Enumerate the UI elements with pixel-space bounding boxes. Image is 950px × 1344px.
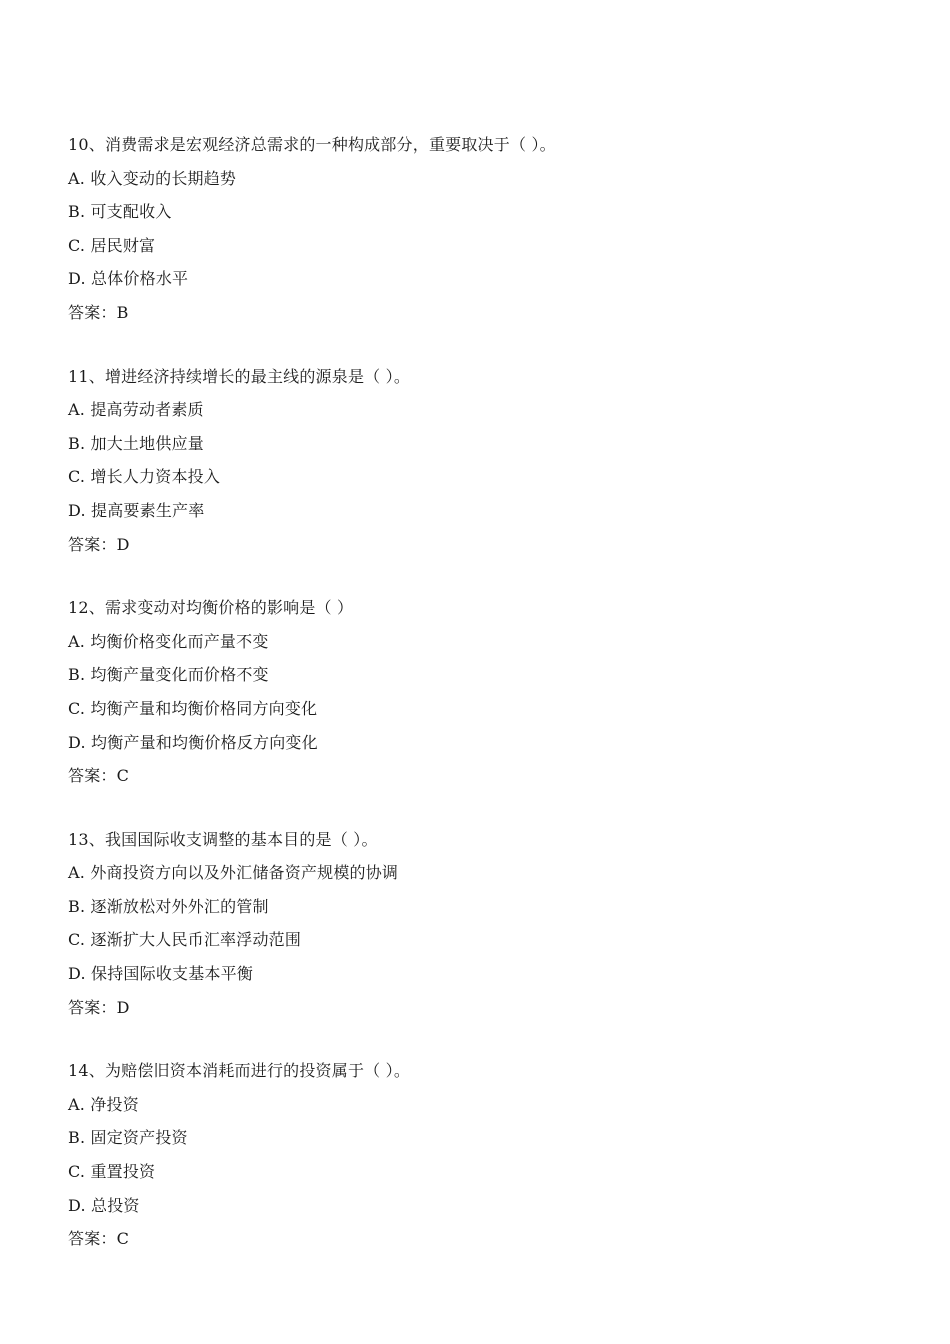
answer: 答案：C xyxy=(68,1229,130,1249)
answer: 答案：C xyxy=(68,766,130,786)
option-d: D. 保持国际收支基本平衡 xyxy=(68,964,254,984)
answer: 答案：D xyxy=(68,997,130,1017)
option-d: D. 总投资 xyxy=(68,1195,140,1215)
option-a: A. 提高劳动者素质 xyxy=(68,400,204,420)
option-a: A. 外商投资方向以及外汇储备资产规模的协调 xyxy=(68,863,399,883)
question-stem: 13、我国国际收支调整的基本目的是（ ）。 xyxy=(68,829,378,849)
option-b: B. 均衡产量变化而价格不变 xyxy=(68,665,269,685)
answer: 答案：D xyxy=(68,534,130,554)
question-10 xyxy=(68,128,888,330)
question-stem: 11、增进经济持续增长的最主线的源泉是（ ）。 xyxy=(68,366,411,386)
question-stem: 10、消费需求是宏观经济总需求的一种构成部分，重要取决于（ ）。 xyxy=(68,135,556,154)
question-14 xyxy=(68,1054,888,1256)
question-stem: 12、需求变动对均衡价格的影响是（ ） xyxy=(68,598,354,618)
option-c: C. 重置投资 xyxy=(68,1162,156,1182)
option-d: D. 总体价格水平 xyxy=(68,269,189,289)
question-12 xyxy=(68,591,888,793)
option-b: B. 加大土地供应量 xyxy=(68,433,204,453)
document-page xyxy=(68,128,888,1286)
question-13 xyxy=(68,823,888,1025)
question-stem: 14、为赔偿旧资本消耗而进行的投资属于（ ）。 xyxy=(68,1061,411,1081)
option-a: A. 均衡价格变化而产量不变 xyxy=(68,631,269,651)
option-c: C. 均衡产量和均衡价格同方向变化 xyxy=(68,698,318,718)
option-c: C. 逐渐扩大人民币汇率浮动范围 xyxy=(68,930,302,950)
option-b: B. 固定资产投资 xyxy=(68,1128,188,1148)
option-b: B. 可支配收入 xyxy=(68,202,172,222)
option-a: A. 收入变动的长期趋势 xyxy=(68,168,237,188)
option-d: D. 均衡产量和均衡价格反方向变化 xyxy=(68,732,318,752)
option-d: D. 提高要素生产率 xyxy=(68,500,205,520)
option-a: A. 净投资 xyxy=(68,1094,139,1114)
option-c: C. 增长人力资本投入 xyxy=(68,467,221,487)
option-c: C. 居民财富 xyxy=(68,235,156,255)
option-b: B. 逐渐放松对外外汇的管制 xyxy=(68,896,269,916)
answer: 答案：B xyxy=(68,302,129,322)
question-11 xyxy=(68,360,888,562)
